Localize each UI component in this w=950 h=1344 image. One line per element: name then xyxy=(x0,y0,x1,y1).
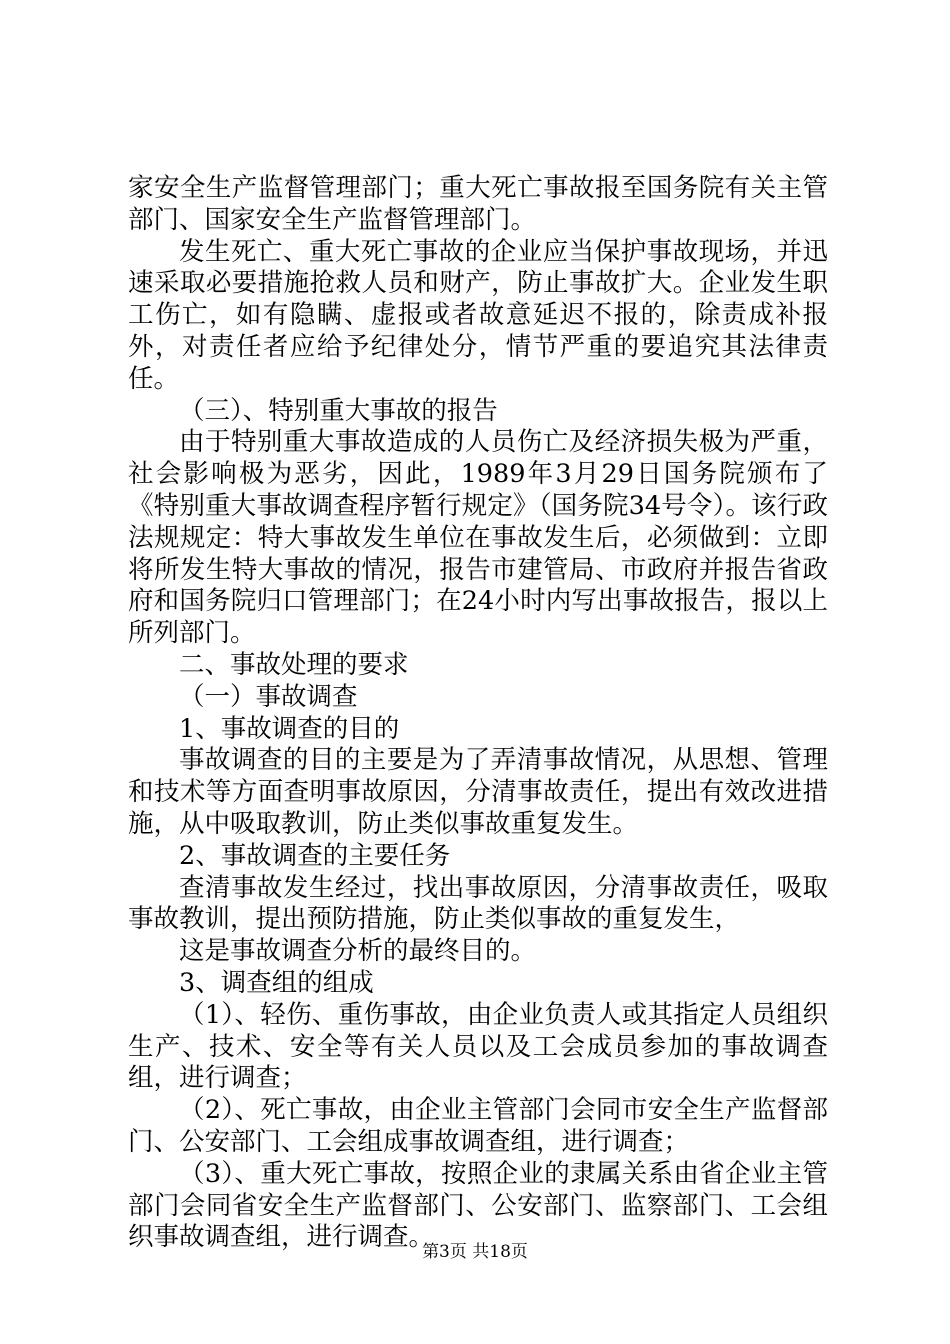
body-paragraph: 查清事故发生经过，找出事故原因，分清事故责任，吸取事故教训，提出预防措施，防止类似事故的重复发生， xyxy=(128,872,828,935)
body-paragraph: （三）、特别重大事故的报告 xyxy=(179,395,498,426)
body-paragraph: 2、事故调查的主要任务 xyxy=(179,840,451,871)
body-paragraph: 这是事故调查分析的最终目的。 xyxy=(179,936,537,967)
body-paragraph: 3、调查组的组成 xyxy=(179,967,374,998)
body-paragraph: 由于特别重大事故造成的人员伤亡及经济损失极为严重，社会影响极为恶劣，因此，1989年3月29日国务院颁布了《特别重大事故调查程序暂行规定》（国务院34号令）。该行政法规规定：特大事故发生单位在事故发生后，必须做到：立即将所发生特大事故的情况，报告市建管局、市政府并报告省政府和国务院归口管理部门；在24小时内写出事故报告，报以上所列部门。 xyxy=(128,427,828,649)
body-paragraph: 二、事故处理的要求 xyxy=(179,649,409,680)
body-paragraph: （3）、重大死亡事故，按照企业的隶属关系由省企业主管部门会同省安全生产监督部门、公安部门、监察部门、工会组织事故调查组，进行调查。 xyxy=(128,1158,828,1253)
body-paragraph: 发生死亡、重大死亡事故的企业应当保护事故现场，并迅速采取必要措施抢救人员和财产，防止事故扩大。企业发生职工伤亡，如有隐瞒、虚报或者故意延迟不报的，除责成补报外，对责任者应给予纪律处分，情节严重的要追究其法律责任。 xyxy=(128,236,828,394)
document-body xyxy=(128,173,828,1254)
body-paragraph: 家安全生产监督管理部门；重大死亡事故报至国务院有关主管部门、国家安全生产监督管理部门。 xyxy=(128,173,828,235)
page-number-footer: 第3页 共18页 xyxy=(422,1242,528,1262)
body-paragraph: （1）、轻伤、重伤事故，由企业负责人或其指定人员组织生产、技术、安全等有关人员以及工会成员参加的事故调查组，进行调查； xyxy=(128,999,828,1094)
body-paragraph: （2）、死亡事故，由企业主管部门会同市安全生产监督部门、公安部门、工会组成事故调查组，进行调查； xyxy=(128,1095,828,1157)
body-paragraph: 事故调查的目的主要是为了弄清事故情况，从思想、管理和技术等方面查明事故原因，分清事故责任，提出有效改进措施，从中吸取教训，防止类似事故重复发生。 xyxy=(128,745,828,839)
body-paragraph: （一）事故调查 xyxy=(179,681,358,712)
body-paragraph: 1、事故调查的目的 xyxy=(179,713,400,744)
